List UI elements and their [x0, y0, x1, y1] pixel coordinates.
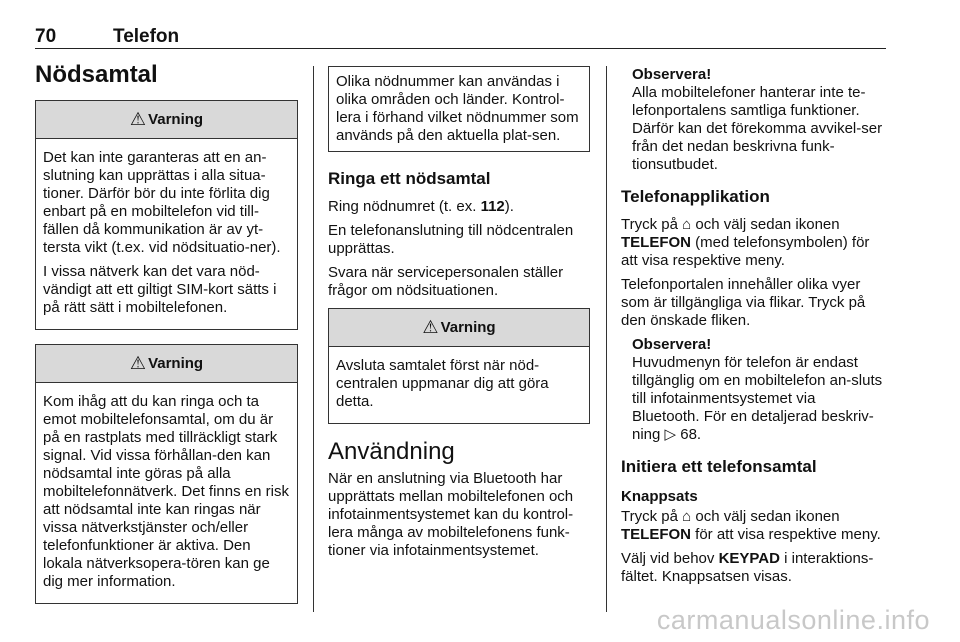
page-ref-icon: ▷: [664, 426, 677, 443]
warning-label: Varning: [440, 319, 496, 336]
section-title: Nödsamtal: [35, 61, 158, 88]
note-text: Alla mobiltelefoner hanterar inte te-lefonportalens samtliga funktioner. Därför kan det förekomma avvikel-ser från det nedan beskrivna funk-tionsutbudet.: [632, 84, 883, 173]
home-icon: ⌂: [682, 216, 692, 233]
paragraph: En telefonanslutning till nödcentralen upprättas.: [328, 222, 574, 257]
paragraph: Svara när servicepersonalen ställer frågor om nödsituationen.: [328, 264, 564, 299]
warning-header: [36, 101, 297, 139]
subheading: Knappsats: [621, 488, 698, 505]
column-left: [35, 60, 298, 614]
warning-text: Det kan inte garanteras att en an-slutning kan upprättas i alla situa-tioner. Därför bör du inte förlita dig enbart på en mobiltelefon vid till-fällen då kommunikation är av yt-tersta vikt (t.ex. vid nödsituatio-ner).: [43, 149, 281, 256]
note-label: Observera!: [632, 336, 712, 353]
warning-header: [36, 345, 297, 383]
home-icon: ⌂: [682, 508, 692, 525]
warning-text: Avsluta samtalet först när nöd-centralen uppmanar dig att göra detta.: [336, 357, 549, 410]
paragraph: Ring nödnumret (t. ex. 112).: [328, 198, 514, 215]
paragraph: Välj vid behov KEYPAD i interaktions-fältet. Knappsatsen visas.: [621, 550, 874, 585]
warning-box: [328, 308, 590, 424]
page-ref: 68.: [680, 426, 702, 443]
note-block: [621, 336, 887, 444]
page-header: [35, 26, 886, 49]
paragraph: Tryck på ⌂ och välj sedan ikonen TELEFON för att visa respektive meny.: [621, 508, 881, 543]
paragraph: När en anslutning via Bluetooth har upprättats mellan mobiltelefonen och infotainmentsystemet kan du kontrol-lera många av mobiltelefonens funk-tioner via infotainmentsystemet.: [328, 470, 574, 559]
subsection-title: Telefonapplikation: [621, 187, 770, 206]
column-middle: [328, 66, 590, 566]
column-divider: [606, 66, 607, 612]
warning-header: [329, 309, 589, 347]
info-box: [328, 66, 590, 152]
column-divider: [313, 66, 314, 612]
chapter-title: Telefon: [113, 26, 180, 47]
watermark: carmanualsonline.info: [656, 605, 930, 635]
info-text: Olika nödnummer kan användas i olika områden och länder. Kontrol-lera i förhand vilket nödnummer som används på den aktuella plat-sen.: [336, 73, 579, 144]
emergency-number: 112: [480, 198, 505, 215]
warning-icon: ⚠: [129, 353, 147, 373]
subsection-title: Ringa ett nödsamtal: [328, 169, 491, 188]
warning-box: [35, 100, 298, 330]
warning-icon: ⚠: [422, 317, 439, 337]
warning-icon: ⚠: [129, 109, 147, 129]
note-block: [621, 66, 887, 174]
warning-label: Varning: [148, 111, 204, 128]
column-right: [621, 66, 887, 592]
page-number: 70: [35, 26, 57, 47]
warning-text: I vissa nätverk kan det vara nöd-vändigt att ett giltigt SIM-kort sätts i på rätt sätt i mobiltelefonen.: [43, 263, 277, 316]
subsection-title: Initiera ett telefonsamtal: [621, 457, 817, 476]
paragraph: Tryck på ⌂ och välj sedan ikonen TELEFON (med telefonsymbolen) för att visa respektive meny.: [621, 216, 870, 269]
warning-label: Varning: [148, 355, 204, 372]
warning-box: [35, 344, 298, 604]
note-text: Huvudmenyn för telefon är endast tillgänglig om en mobiltelefon an-sluts till infotainmentsystemet via Bluetooth. För en detaljerad beskriv-ning ▷ 68.: [632, 354, 883, 443]
warning-text: Kom ihåg att du kan ringa och ta emot mobiltelefonsamtal, om du är på en rastplats med tillräckligt stark signal. Vid vissa förhållan-den kan nödsamtal inte göras på alla mobiltelefonnätverk. Det finns en risk att nödsamtal inte kan ringas när vissa nätverkstjänster och/eller telefonfunktioner är aktiva. Den lokala nätverksopera-tören kan ge dig mer information.: [43, 393, 289, 590]
paragraph: Telefonportalen innehåller olika vyer som är tillgängliga via flikar. Tryck på den önskade fliken.: [621, 276, 866, 329]
note-label: Observera!: [632, 66, 712, 83]
section-title: Användning: [328, 438, 455, 465]
